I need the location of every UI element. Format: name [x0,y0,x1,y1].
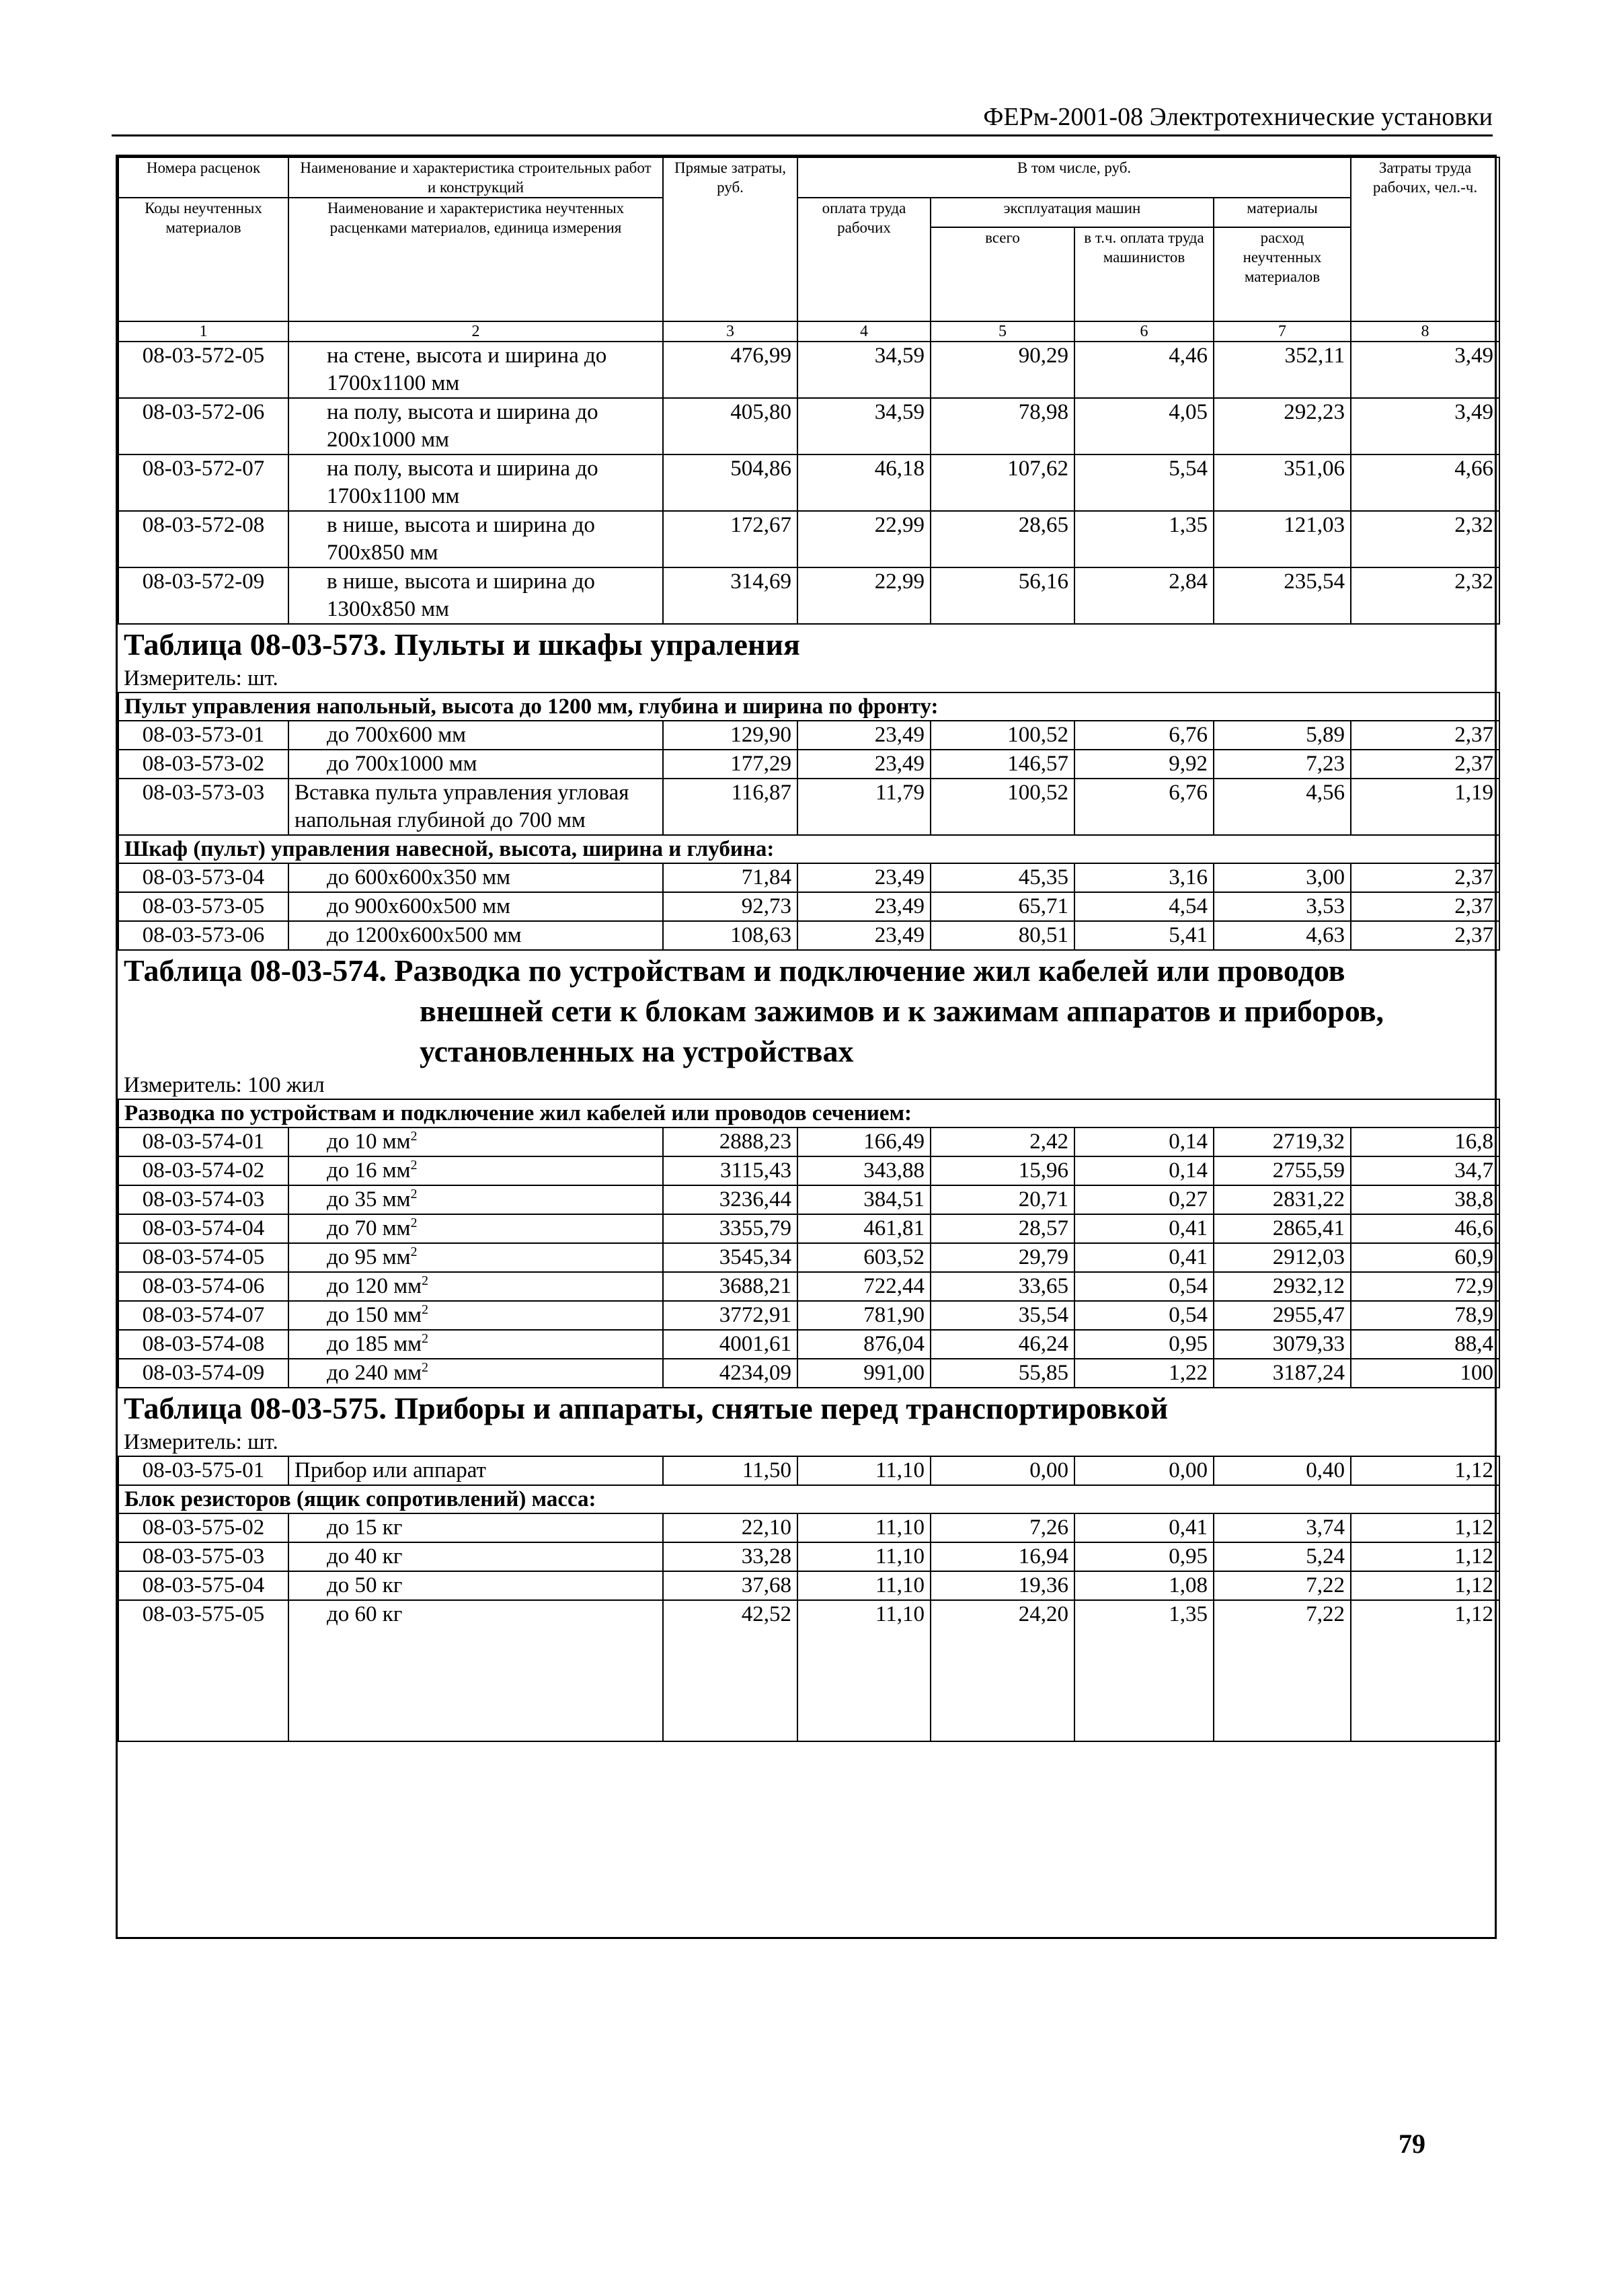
table-title-574-line2: внешней сети к блокам зажимов и к зажимам аппаратов и приборов, [420,994,1384,1028]
header-name-bottom: Наименование и характеристика неучтенных расценками материалов, единица измерения [288,198,663,321]
table-row: 08-03-573-04 до 600х600х350 мм 71,84 23,49 45,35 3,16 3,00 2,37 [118,863,1499,892]
table-row: 08-03-572-05 на стене, высота и ширина до 1700х1100 мм 476,99 34,59 90,29 4,46 352,11 3,49 [118,342,1499,398]
header-materials-sub: расход неучтенных материалов [1214,227,1351,321]
header-code-bottom: Коды неучтенных материалов [118,198,288,321]
table-row: 08-03-574-01 до 10 $мм^2$ 2888,23 166,49 2,42 0,14 2719,32 16,8 [118,1127,1499,1156]
header-materials: материалы [1214,198,1351,227]
page-number: 79 [1399,2129,1425,2159]
table-row: 08-03-572-06 на полу, высота и ширина до 200х1000 мм 405,80 34,59 78,98 4,05 292,23 3,49 [118,398,1499,454]
table-row: 08-03-574-09 до 240 $мм^2$ 4234,09 991,00 55,85 1,22 3187,24 100 [118,1359,1499,1388]
header-code-top: Номера расценок [118,157,288,198]
table-row: 08-03-572-08 в нише, высота и ширина до 700х850 мм 172,67 22,99 28,65 1,35 121,03 2,32 [118,511,1499,567]
table-row: 08-03-573-02 до 700х1000 мм 177,29 23,49 146,57 9,92 7,23 2,37 [118,750,1499,779]
table-row: 08-03-575-02 до 15 кг 22,10 11,10 7,26 0,41 3,74 1,12 [118,1513,1499,1542]
table-row: 08-03-573-06 до 1200х600х500 мм 108,63 23,49 80,51 5,41 4,63 2,37 [118,921,1499,950]
column-numbers: 1 2 3 4 5 6 7 8 [118,321,1499,342]
table-title-574 [118,950,1499,1072]
price-table [118,157,1500,1742]
table-row: 08-03-575-04 до 50 кг 37,68 11,10 19,36 1,08 7,22 1,12 [118,1571,1499,1600]
header-mach-total: всего [931,227,1074,321]
table-row: 08-03-573-05 до 900х600х500 мм 92,73 23,49 65,71 4,54 3,53 2,37 [118,892,1499,921]
table-row: 08-03-574-03 до 35 $мм^2$ 3236,44 384,51 20,71 0,27 2831,22 38,8 [118,1185,1499,1214]
table-row: 08-03-572-07 на полу, высота и ширина до 1700х1100 мм 504,86 46,18 107,62 5,54 351,06 4,66 [118,454,1499,511]
table-title-574-line1: Таблица 08-03-574. Разводка по устройствам и подключение жил кабелей или проводов [124,953,1345,988]
header-direct: Прямые затраты, руб. [663,157,797,321]
header-machines: эксплуатация машин [931,198,1214,227]
table-row: 08-03-575-05 до 60 кг 42,52 11,10 24,20 1,35 7,22 1,12 [118,1600,1499,1741]
header-labor: Затраты труда рабочих, чел.-ч. [1351,157,1499,321]
header-mach-wages: в т.ч. оплата труда машинистов [1074,227,1214,321]
header-wages: оплата труда рабочих [797,198,931,321]
group-heading: Блок резисторов (ящик сопротивлений) масса: [118,1485,1499,1513]
table-row: 08-03-574-08 до 185 $мм^2$ 4001,61 876,04 46,24 0,95 3079,33 88,4 [118,1330,1499,1359]
group-heading: Разводка по устройствам и подключение жил кабелей или проводов сечением: [118,1099,1499,1127]
table-title-575: Таблица 08-03-575. Приборы и аппараты, снятые перед транспортировкой [124,1391,1169,1425]
group-heading: Пульт управления напольный, высота до 1200 мм, глубина и ширина по фронту: [118,692,1499,721]
table-row: 08-03-574-06 до 120 $мм^2$ 3688,21 722,44 33,65 0,54 2932,12 72,9 [118,1272,1499,1301]
price-table-frame [116,155,1497,1939]
table-row: 08-03-575-01 Прибор или аппарат 11,50 11,10 0,00 0,00 0,40 1,12 [118,1456,1499,1485]
table-row: 08-03-574-04 до 70 $мм^2$ 3355,79 461,81 28,57 0,41 2865,41 46,6 [118,1214,1499,1243]
header-incl: В том числе, руб. [797,157,1351,198]
table-title-574-line3: установленных на устройствах [420,1034,854,1068]
measure-575: Измеритель: шт. [124,1430,278,1454]
running-header: ФЕРм-2001-08 Электротехнические установки [112,101,1493,136]
table-row: 08-03-573-01 до 700х600 мм 129,90 23,49 100,52 6,76 5,89 2,37 [118,721,1499,750]
table-row: 08-03-572-09 в нише, высота и ширина до 1300х850 мм 314,69 22,99 56,16 2,84 235,54 2,32 [118,567,1499,624]
measure-574: Измеритель: 100 жил [124,1073,325,1097]
table-row: 08-03-575-03 до 40 кг 33,28 11,10 16,94 0,95 5,24 1,12 [118,1542,1499,1571]
measure-573: Измеритель: шт. [124,666,278,690]
table-row: 08-03-574-07 до 150 $мм^2$ 3772,91 781,90 35,54 0,54 2955,47 78,9 [118,1301,1499,1330]
table-row: 08-03-574-05 до 95 $мм^2$ 3545,34 603,52 29,79 0,41 2912,03 60,9 [118,1243,1499,1272]
table-row: 08-03-573-03 Вставка пульта управления угловая напольная глубиной до 700 мм 116,87 11,79 100,52 6,76 4,56 1,19 [118,779,1499,835]
table-row: 08-03-574-02 до 16 $мм^2$ 3115,43 343,88 15,96 0,14 2755,59 34,7 [118,1156,1499,1185]
group-heading: Шкаф (пульт) управления навесной, высота, ширина и глубина: [118,835,1499,863]
header-name-top: Наименование и характеристика строительных работ и конструкций [288,157,663,198]
table-title-573: Таблица 08-03-573. Пульты и шкафы упраления [124,627,800,662]
